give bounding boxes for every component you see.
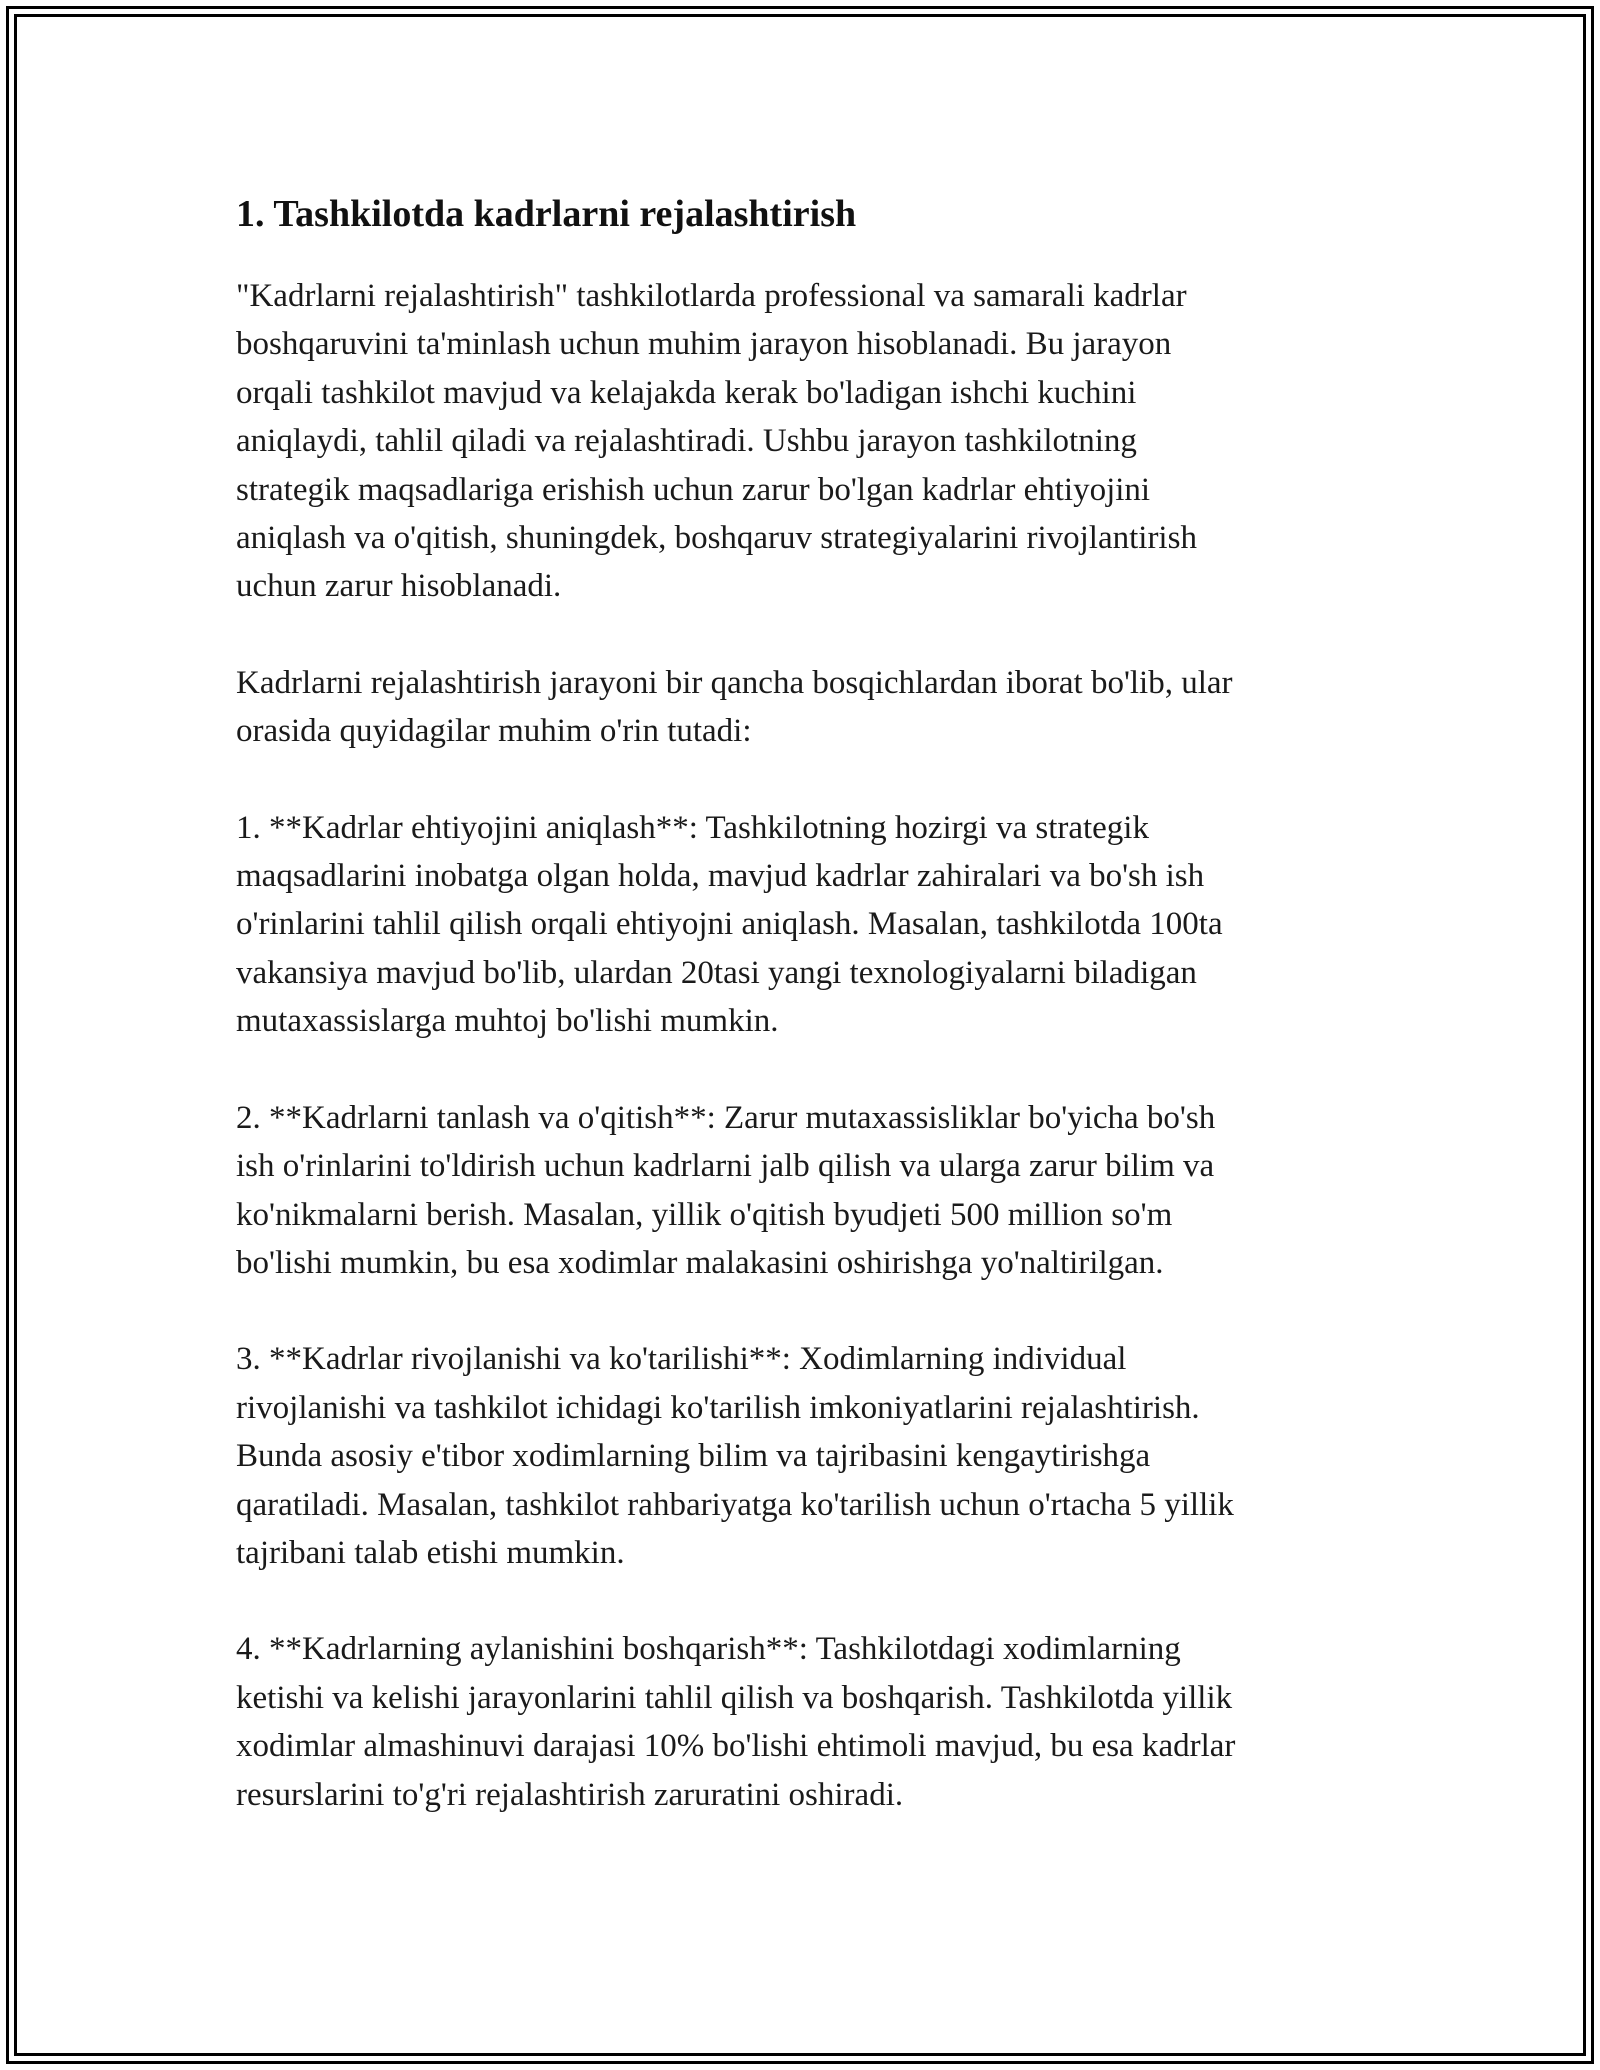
list-item-selection-training: 2. **Kadrlarni tanlash va o'qitish**: Zarur mutaxassisliklar bo'yicha bo'sh ish o'rinlarini to'ldirish uchun kadrlarni jalb qilish va ularga zarur bilim va ko'nikmalarni berish. Masalan, yillik o'qitish byudjeti 500 million so'm bo'lishi mumkin, bu esa xodimlar malakasini oshirishga yo'naltirilgan. <box>236 1099 1216 1281</box>
list-item-needs-assessment: 1. **Kadrlar ehtiyojini aniqlash**: Tashkilotning hozirgi va strategik maqsadlarini inobatga olgan holda, mavjud kadrlar zahiralari va bo'sh ish o'rinlarini tahlil qilish orqali ehtiyojni aniqlash. Masalan, tashkilotda 100ta vakansiya mavjud bo'lib, ulardan 20tasi yangi texnologiyalarni biladigan mutaxassislarga muhtoj bo'lishi mumkin. <box>236 809 1223 1040</box>
stages-intro-paragraph: Kadrlarni rejalashtirish jarayoni bir qancha bosqichlardan iborat bo'lib, ular orasida quyidagilar muhim o'rin tutadi: <box>236 664 1233 750</box>
document-title: 1. Tashkilotda kadrlarni rejalashtirish <box>236 193 857 235</box>
document-body <box>236 184 1366 1867</box>
list-item-development-promotion: 3. **Kadrlar rivojlanishi va ko'tarilishi**: Xodimlarning individual rivojlanishi va tashkilot ichidagi ko'tarilish imkoniyatlarini rejalashtirish. Bunda asosiy e'tibor xodimlarning bilim va tajribasini kengaytirishga qaratiladi. Masalan, tashkilot rahbariyatga ko'tarilish uchun o'rtacha 5 yillik tajribani talab etishi mumkin. <box>236 1341 1234 1571</box>
intro-paragraph: "Kadrlarni rejalashtirish" tashkilotlarda professional va samarali kadrlar boshqaruvini ta'minlash uchun muhim jarayon hisoblanadi. Bu jarayon orqali tashkilot mavjud va kelajakda kerak bo'ladigan ishchi kuchini aniqlaydi, tahlil qiladi va rejalashtiradi. Ushbu jarayon tashkilotning strategik maqsadlariga erishish uchun zarur bo'lgan kadrlar ehtiyojini aniqlash va o'qitish, shuningdek, boshqaruv strategiyalarini rivojlantirish uchun zarur hisoblanadi. <box>236 278 1197 605</box>
list-item-turnover-management: 4. **Kadrlarning aylanishini boshqarish**: Tashkilotdagi xodimlarning ketishi va kelishi jarayonlarini tahlil qilish va boshqarish. Tashkilotda yillik xodimlar almashinuvi darajasi 10% bo'lishi ehtimoli mavjud, bu esa kadrlar resurslarini to'g'ri rejalashtirish zaruratini oshiradi. <box>236 1631 1236 1813</box>
